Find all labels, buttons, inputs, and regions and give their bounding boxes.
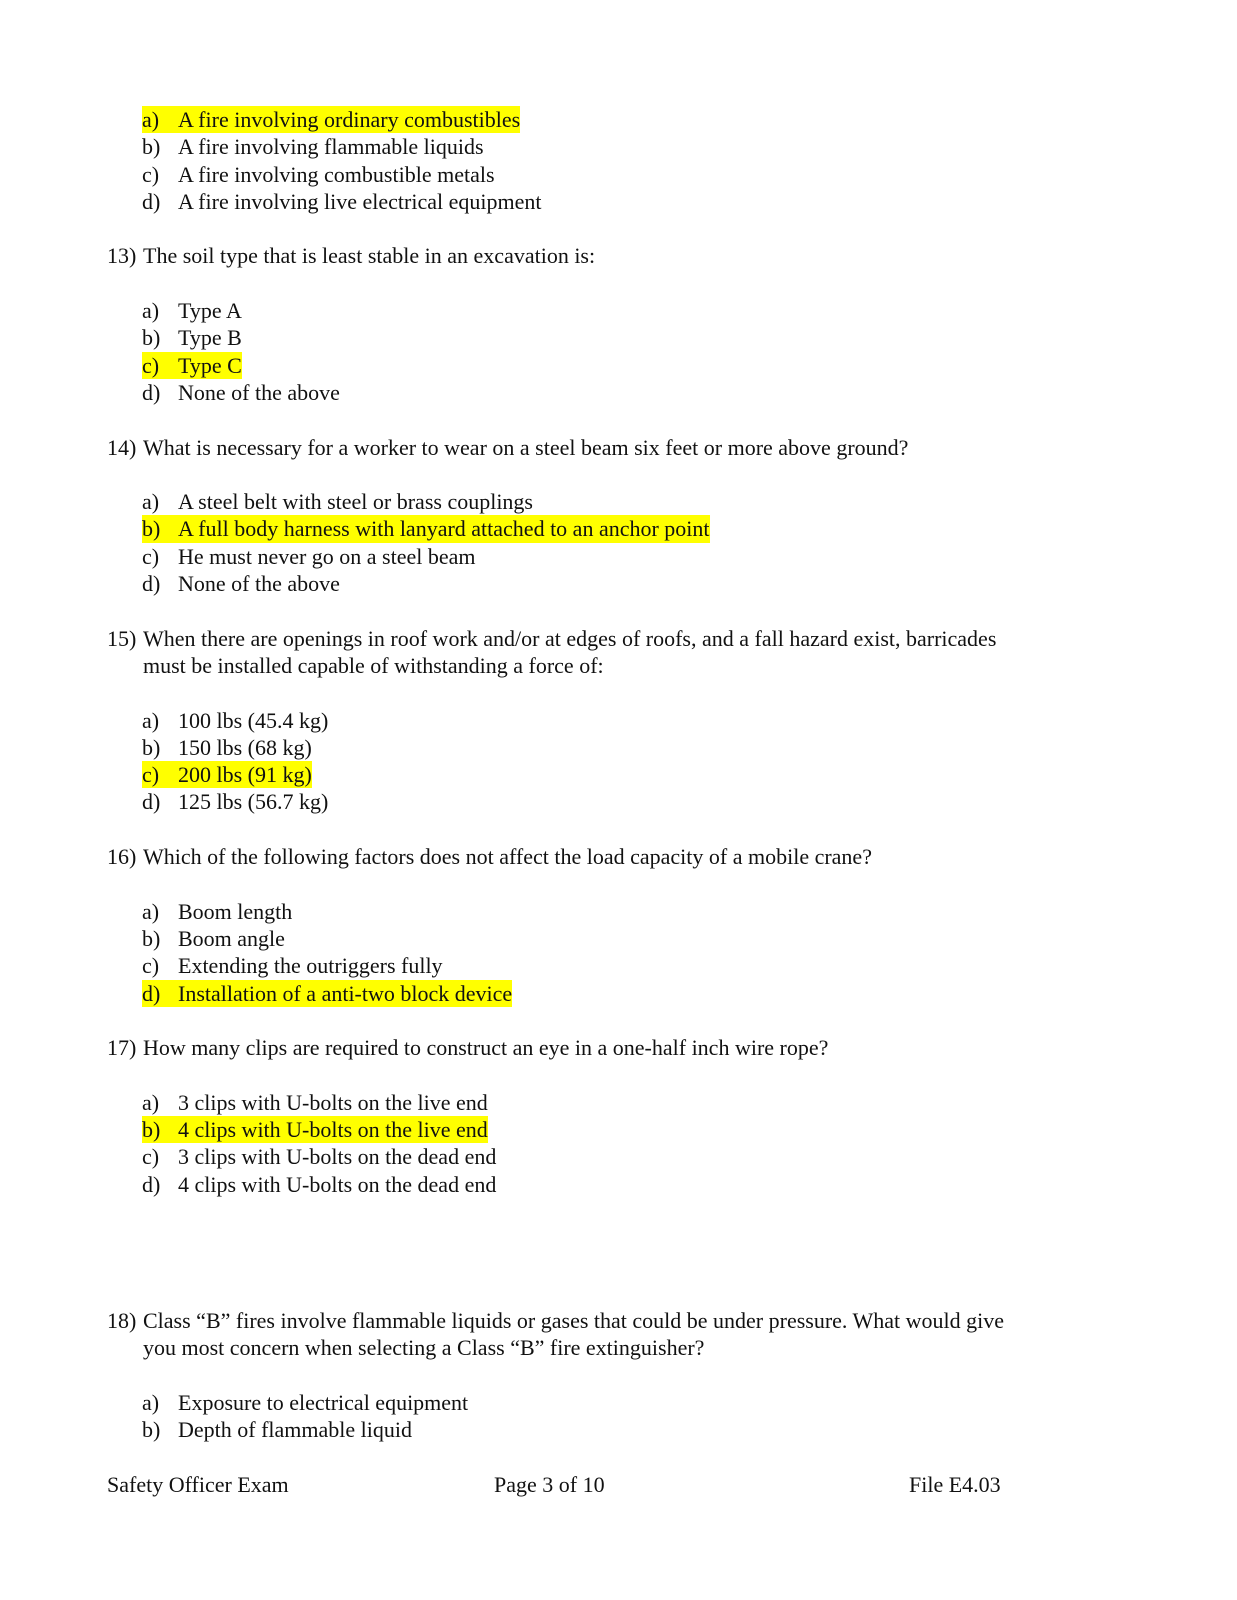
blank-line (107, 1198, 1107, 1225)
answer-content (142, 788, 328, 815)
highlighted-answer (142, 980, 512, 1007)
question-number: 18) (107, 1308, 137, 1334)
answer-letter: a) (142, 489, 160, 515)
answer-text: Type C (178, 352, 242, 378)
answer-option (107, 188, 1107, 215)
footer-file-id: File E4.03 (909, 1472, 1001, 1497)
question-number: 14) (107, 434, 137, 460)
answer-text: Boom angle (178, 925, 285, 951)
blank-line (107, 1007, 1107, 1034)
answer-text: A fire involving combustible metals (178, 161, 495, 187)
answer-option (107, 1143, 1107, 1170)
answer-option (107, 515, 1107, 542)
answer-letter: d) (142, 571, 161, 597)
answer-text: Exposure to electrical equipment (178, 1389, 469, 1415)
answer-content (142, 952, 443, 979)
answer-option (107, 106, 1107, 133)
answer-option (107, 898, 1107, 925)
answer-text: Type A (178, 298, 242, 324)
answer-option (107, 352, 1107, 379)
answer-option (107, 761, 1107, 788)
answer-content (142, 1143, 496, 1170)
answer-option (107, 734, 1107, 761)
answer-option (107, 1416, 1107, 1443)
question-number: 17) (107, 1035, 137, 1061)
question-text: Class “B” fires involve flammable liquids or gases that could be under pressure. What would give (143, 1308, 1005, 1334)
answer-text: Boom length (178, 898, 293, 924)
answer-text: A fire involving live electrical equipment (178, 188, 542, 214)
answer-letter: b) (142, 734, 161, 760)
answer-text: 150 lbs (68 kg) (178, 734, 312, 760)
question-line (107, 1334, 1107, 1361)
answer-option (107, 1116, 1107, 1143)
answer-option (107, 379, 1107, 406)
question-line (107, 652, 1107, 679)
answer-letter: a) (142, 898, 160, 924)
highlighted-answer (142, 761, 312, 788)
blank-line (107, 597, 1107, 624)
answer-option (107, 488, 1107, 515)
highlighted-answer (142, 515, 710, 542)
footer-page-number: Page 3 of 10 (494, 1472, 605, 1497)
answer-text: Depth of flammable liquid (178, 1417, 412, 1443)
answer-option (107, 324, 1107, 351)
answer-text: 125 lbs (56.7 kg) (178, 789, 329, 815)
answer-letter: c) (142, 543, 160, 569)
question-number: 16) (107, 844, 137, 870)
blank-line (107, 1225, 1107, 1252)
answer-content (142, 543, 476, 570)
answer-text: 3 clips with U-bolts on the live end (178, 1089, 488, 1115)
answer-content (142, 925, 285, 952)
answer-content (142, 1416, 412, 1443)
answer-option (107, 788, 1107, 815)
answer-letter: a) (142, 107, 160, 132)
answer-content (142, 161, 495, 188)
answer-letter: a) (142, 1089, 160, 1115)
answer-text: Extending the outriggers fully (178, 953, 443, 979)
highlighted-answer (142, 352, 242, 379)
question-text: How many clips are required to construct an eye in a one-half inch wire rope? (143, 1035, 829, 1061)
question-number: 15) (107, 625, 137, 651)
answer-letter: d) (142, 379, 161, 405)
answer-content (142, 379, 340, 406)
answer-letter: a) (142, 1389, 160, 1415)
answer-option (107, 1389, 1107, 1416)
answer-content (142, 297, 242, 324)
answer-text: 4 clips with U-bolts on the live end (178, 1116, 488, 1142)
answer-letter: c) (142, 762, 160, 788)
question-text: you most concern when selecting a Class “B” fire extinguisher? (143, 1335, 705, 1361)
answer-option (107, 952, 1107, 979)
answer-content (142, 133, 484, 160)
question-line (107, 1307, 1107, 1334)
answer-letter: d) (142, 789, 161, 815)
answer-text: Installation of a anti-two block device (178, 980, 513, 1006)
question-line (107, 843, 1107, 870)
question-number: 13) (107, 243, 137, 269)
answer-option (107, 133, 1107, 160)
question-text: When there are openings in roof work and/or at edges of roofs, and a fall hazard exist, barricades (143, 625, 997, 651)
answer-text: 3 clips with U-bolts on the dead end (178, 1144, 497, 1170)
question-text: Which of the following factors does not affect the load capacity of a mobile crane? (143, 844, 872, 870)
answer-content (142, 707, 328, 734)
blank-line (107, 816, 1107, 843)
blank-line (107, 1362, 1107, 1389)
answer-content (142, 324, 242, 351)
blank-line (107, 1280, 1107, 1307)
answer-letter: d) (142, 980, 161, 1006)
answer-content (142, 1389, 468, 1416)
answer-letter: a) (142, 707, 160, 733)
blank-line (107, 461, 1107, 488)
question-text: The soil type that is least stable in an excavation is: (143, 243, 596, 269)
question-line (107, 625, 1107, 652)
blank-line (107, 870, 1107, 897)
answer-text: A fire involving ordinary combustibles (178, 107, 521, 132)
answer-option (107, 570, 1107, 597)
answer-text: A fire involving flammable liquids (178, 134, 484, 160)
answer-option (107, 980, 1107, 1007)
answer-text: 100 lbs (45.4 kg) (178, 707, 329, 733)
question-line (107, 434, 1107, 461)
blank-line (107, 270, 1107, 297)
answer-option (107, 925, 1107, 952)
answer-option (107, 1171, 1107, 1198)
answer-letter: b) (142, 1116, 161, 1142)
answer-text: A full body harness with lanyard attached to an anchor point (178, 516, 710, 542)
question-line (107, 1034, 1107, 1061)
answer-content (142, 488, 533, 515)
answer-text: He must never go on a steel beam (178, 543, 476, 569)
answer-option (107, 707, 1107, 734)
answer-text: Type B (178, 325, 242, 351)
answer-letter: d) (142, 1171, 161, 1197)
blank-line (107, 679, 1107, 706)
question-line (107, 242, 1107, 269)
answer-content (142, 188, 542, 215)
question-text: must be installed capable of withstanding a force of: (143, 652, 604, 678)
exam-page (107, 106, 1107, 1444)
answer-content (142, 734, 312, 761)
answer-letter: a) (142, 298, 160, 324)
answer-letter: c) (142, 161, 160, 187)
answer-content (142, 570, 340, 597)
blank-line (107, 406, 1107, 433)
answer-text: 4 clips with U-bolts on the dead end (178, 1171, 497, 1197)
answer-letter: c) (142, 1144, 160, 1170)
answer-letter: d) (142, 188, 161, 214)
blank-line (107, 215, 1107, 242)
answer-content (142, 1089, 488, 1116)
answer-content (142, 1171, 496, 1198)
answer-content (142, 898, 292, 925)
answer-option (107, 161, 1107, 188)
answer-letter: c) (142, 953, 160, 979)
answer-text: None of the above (178, 379, 340, 405)
answer-text: None of the above (178, 571, 340, 597)
answer-letter: c) (142, 352, 160, 378)
footer-exam-title: Safety Officer Exam (107, 1472, 289, 1497)
highlighted-answer (142, 1116, 488, 1143)
answer-text: A steel belt with steel or brass couplings (178, 489, 533, 515)
answer-option (107, 1089, 1107, 1116)
question-text: What is necessary for a worker to wear on a steel beam six feet or more above ground? (143, 434, 909, 460)
blank-line (107, 1061, 1107, 1088)
blank-line (107, 1252, 1107, 1279)
page-footer (0, 1471, 1237, 1498)
highlighted-answer (142, 106, 520, 133)
answer-text: 200 lbs (91 kg) (178, 762, 312, 788)
answer-option (107, 543, 1107, 570)
answer-option (107, 297, 1107, 324)
answer-letter: b) (142, 925, 161, 951)
answer-letter: b) (142, 134, 161, 160)
answer-letter: b) (142, 325, 161, 351)
answer-letter: b) (142, 1417, 161, 1443)
answer-letter: b) (142, 516, 161, 542)
